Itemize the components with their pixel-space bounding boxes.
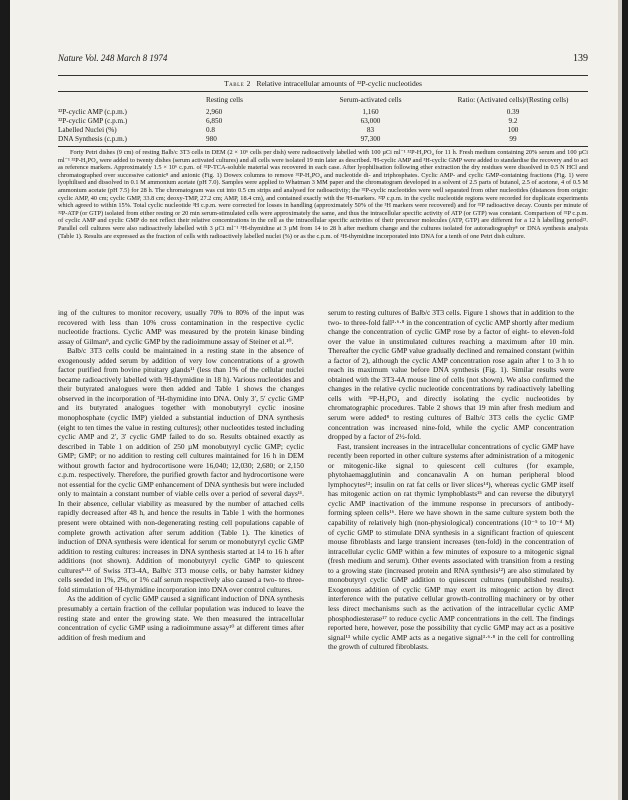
table-row xyxy=(58,135,588,147)
table-header-cell: Resting cells xyxy=(206,96,243,104)
table-caption xyxy=(58,75,588,92)
resting-value: 0.8 xyxy=(206,126,215,134)
row-label: DNA Synthesis (c.p.m.) xyxy=(58,135,188,147)
nucleotide-table xyxy=(58,95,588,147)
table-label: Table 2 xyxy=(224,79,251,88)
ratio-value: 9.2 xyxy=(508,117,518,125)
activated-value: 63,000 xyxy=(360,117,381,125)
resting-value: 980 xyxy=(188,135,303,147)
row-label: Labelled Nuclei (%) xyxy=(58,126,117,134)
body-paragraph: As the addition of cyclic GMP caused a significant induction of DNA synthesis presumably a certain fraction of the cellular population was induced to leave the resting state and enter the growing state. We then measured the intracellular concentration of cyclic GMP using a radioimmune assay¹⁰ at different times after addition of fresh medium and xyxy=(58,594,304,642)
table-row xyxy=(58,117,588,126)
document-page xyxy=(10,0,622,800)
journal-citation: Nature Vol. 248 March 8 1974 xyxy=(58,53,168,63)
table-header-row xyxy=(58,95,588,108)
row-label: ³²P-cyclic AMP (c.p.m.) xyxy=(58,108,127,116)
body-paragraph: Balb/c 3T3 cells could be maintained in a resting state in the absence of exogenously added serum by addition of very low concentrations of a growth factor purified from bovine pituitary glands¹¹ (less than 1% of the cellular nuclei became radioactively labelled with ³H-thymidine in 18 h). Various nucleotides and their butyrated analogues were then added and Table 1 shows the changes observed in the incorporation of ³H-thymidine into DNA. Only 3′, 5′ cyclic GMP and its butyrated analogues together with monobutyryl cyclic inosine monophosphate (cyclic IMP) yielded a substantial induction of DNA synthesis (eight to ten times the value in resting cultures); other nucleotides tested including cyclic AMP and 2′, 3′ cyclic GMP failed to do so. Results obtained exactly as described in Table 1 on addition of 250 µM monobutyryl cyclic GMP; cyclic GMP; GMP; or no addition to resting cell cultures maintained for 16 h in DEM without growth factor and hydrocortisone were 16,040; 12,030; 2,680; or 2,150 c.p.m. respectively. Therefore, the purified growth factor and hydrocortisone were not essential for the cyclic GMP enhancement of DNA synthesis but were included only to maintain a constant number of viable cells over a period of several days¹¹. In their absence, cellular viability as measured by the number of attached cells rapidly decreased after 48 h, and hence the results in Table 1 with the hormones present were obtained with non-degenerating resting cell populations capable of complete growth activation after serum addition (Table 1). The kinetics of induction of DNA synthesis were identical for serum or monobutyryl cyclic GMP addition to resting cultures: increases in DNA synthesis started at 14 to 16 h after additions (not shown). Addition of monobutyryl cyclic GMP to quiescent cultures⁸·¹² of Swiss 3T3-4A, Balb/c 3T3 mouse cells, or baby hamster kidney cells seeded in 1%, 2%, or 1% calf serum respectively also caused a two- to three-fold stimulation of ³H-thymidine incorporation into DNA over control cultures. xyxy=(58,346,304,594)
table-header-cell xyxy=(58,95,188,108)
ratio-value: 99 xyxy=(438,135,588,147)
body-paragraph: Fast, transient increases in the intracellular concentrations of cyclic GMP have recently been reported in other culture systems after administration of a mitogenic or mitogenic-like signal to quiescent cell cultures (for example, phytohaemagglutinin and concanavalin A on human peripheral blood lymphocytes¹³; insulin on rat fat cells or liver slices¹⁴), whereas cyclic GMP itself has mitogenic action on rat thymic lymphoblasts¹⁵ and can reverse the dibutyryl cyclic AMP inactivation of the immune response in precursors of antibody-forming spleen cells¹⁶. Here we have shown in the same culture system both the capability of relatively high (non-physiological) concentrations (10⁻⁵ to 10⁻⁴ M) of cyclic GMP to stimulate DNA synthesis in a significant fraction of quiescent mouse fibroblasts and large transient increases (ten-fold) in the concentration of intracellular cyclic GMP within a few minutes of exposure to a mitogenic signal (fresh medium and serum). Other events associated with transition from a resting to a growing state (increased protein and RNA synthesis¹²) are also stimulated by monobutyryl cyclic GMP addition to quiescent cultures (unpublished results). Exogenous addition of cyclic GMP may exert its mitogenic action by direct interference with the putative cellular growth-controlling machinery or by other less direct mechanisms such as the activation of the intracellular cyclic AMP phosphodiesterase¹⁷ to reduce cyclic AMP concentrations in the cell. The findings reported here, however, pose the possibility that cyclic GMP may act as a positive signal¹³ while cyclic AMP acts as a negative signal³·⁶·⁸ in the cell for controlling the growth of cultured fibroblasts. xyxy=(328,441,574,652)
table-row xyxy=(58,126,588,135)
binder-edge xyxy=(618,0,622,800)
running-header xyxy=(58,53,588,67)
ratio-value: 0.39 xyxy=(506,108,520,116)
resting-value: 6,850 xyxy=(206,117,223,125)
ratio-value: 100 xyxy=(507,126,519,134)
table-row xyxy=(58,108,588,117)
table-header-cell: Serum-activated cells xyxy=(339,96,402,104)
activated-value: 1,160 xyxy=(362,108,379,116)
body-column-left xyxy=(58,308,304,642)
body-paragraph: serum to resting cultures of Balb/c 3T3 cells. Figure 1 shows that in addition to the two- to three-fold fall³·⁶·⁸ in the concentration of cyclic AMP shortly after medium change the concentration of cyclic GMP rose by a factor of eight- to eleven-fold over the value in unstimulated cultures reaching a maximum after 10 min. Thereafter the cyclic GMP value gradually declined and remained constant (within a factor of 2), although the cyclic AMP concentration rose again after 1 to 3 h to reach its maximum value before DNA synthesis (Fig. 1). Similar results were obtained with the 3T3-4A mouse line of cells (not shown). We also confirmed the changes in the relative cyclic nucleotide concentrations by radioactively labelling cells with ³²P-H₃PO₄ and directly isolating the cyclic nucleotides by chromatographic procedures. Table 2 shows that 19 min after fresh medium and serum were added⁸ to resting cultures of Balb/c 3T3 cells the cyclic GMP concentration was increased nine-fold, while the cyclic AMP concentration dropped by a factor of 2½-fold. xyxy=(328,308,574,442)
table-legend: Forty Petri dishes (9 cm) of resting Balb/c 3T3 cells in DEM (2 × 10⁶ cells per dish) were radioactively labelled with 100 µCi ml⁻¹ ³²P-H₃PO₄ for 11 h. Fresh medium containing 20% serum and 100 µCi ml⁻¹ ³²P-H₃PO₄ were added to twenty dishes (serum activated cultures) and all cells were isolated 19 min later as described. ³H-cyclic AMP and ³H-cyclic GMP were added to standardise the recovery and to act as reference markers. Approximately 1.5 × 10⁶ c.p.m. of ³²P-TCA-soluble material was recovered in each case. After lyophilisation following ether extraction the dry residues were dissolved in 0.5 N HCl and chromatographed over successive cationic⁸ and anionic (Fig. 1) Dowex columns to remove ³²P-H₃PO₄ and nucleotide di- and triphosphates. Cyclic AMP- and cyclic GMP-containing fractions (Fig. 1) were lyophilised and dissolved in 0.1 M ammonium acetate (pH 7.0). Samples were applied to Whatman 3 MM paper and the chromatogram developed in a solvent of 2.5 parts of butanol, 2.5 of acetone, 4 of 0.5 M ammonium acetate (pH 7.5) for 28 h. The chromatogram was cut into 0.5 cm strips and analysed for radioactivity; the ³²P-cyclic nucleotides were well separated from other nucleotides (distances from origin: cyclic AMP, 40 cm; cyclic GMP, 33.8 cm; deoxy-TMP, 27.2 cm; AMP, 18.4 cm), and contained exactly with the ³H-markers. ³²P c.p.m. in the cyclic nucleotide regions were recorded for duplicate experiments which agreed to within 15%. Total cyclic nucleotide ³H c.p.m. were corrected for losses in handling (approximately 50% of the ³H markers were recovered) and for ³²P radioactive decay. Counts per minute of ³²P-ATP (or GTP) isolated from either resting or 20 min serum-stimulated cells were approximately the same, and thus the intracellular specific activity of ATP (or GTP) was constant. Comparison of ³²P c.p.m. of cyclic AMP and cyclic GMP do not reflect their relative concentrations in the cell as the intracellular specific activities of their precursor molecules (ATP, GTP) are different for a 12 h labelling period²¹. Parallel cell cultures were also radioactively labelled with 3 µCi ml⁻¹ ³H-thymidine at 3 µM from 14 to 28 h after medium change and the cultures isolated for autoradiography⁸ or DNA synthesis analysis (Table 1). Results are expressed as the fraction of cells with radioactively labelled nuclei (%) or as the c.p.m. of ³H-thymidine incorporated into DNA for a tenth of one Petri dish culture. xyxy=(58,149,588,240)
page-number: 139 xyxy=(573,53,588,64)
table-title: Relative intracellular amounts of ³²P-cyclic nucleotides xyxy=(256,79,422,88)
body-column-right xyxy=(328,308,574,652)
row-label: ³²P-cyclic GMP (c.p.m.) xyxy=(58,117,128,125)
body-paragraph: ing of the cultures to monitor recovery, usually 70% to 80% of the input was recovered with less than 10% cross contamination in the respective cyclic nucleotide fractions. Cyclic AMP was measured by the protein kinase binding assay of Gilman⁹, and cyclic GMP by the radioimmune assay of Steiner et al.¹⁰. xyxy=(58,308,304,346)
resting-value: 2,960 xyxy=(206,108,223,116)
activated-value: 83 xyxy=(366,126,375,134)
activated-value: 97,300 xyxy=(303,135,438,147)
table-header-cell: Ratio: (Activated cells)/(Resting cells) xyxy=(457,96,569,104)
